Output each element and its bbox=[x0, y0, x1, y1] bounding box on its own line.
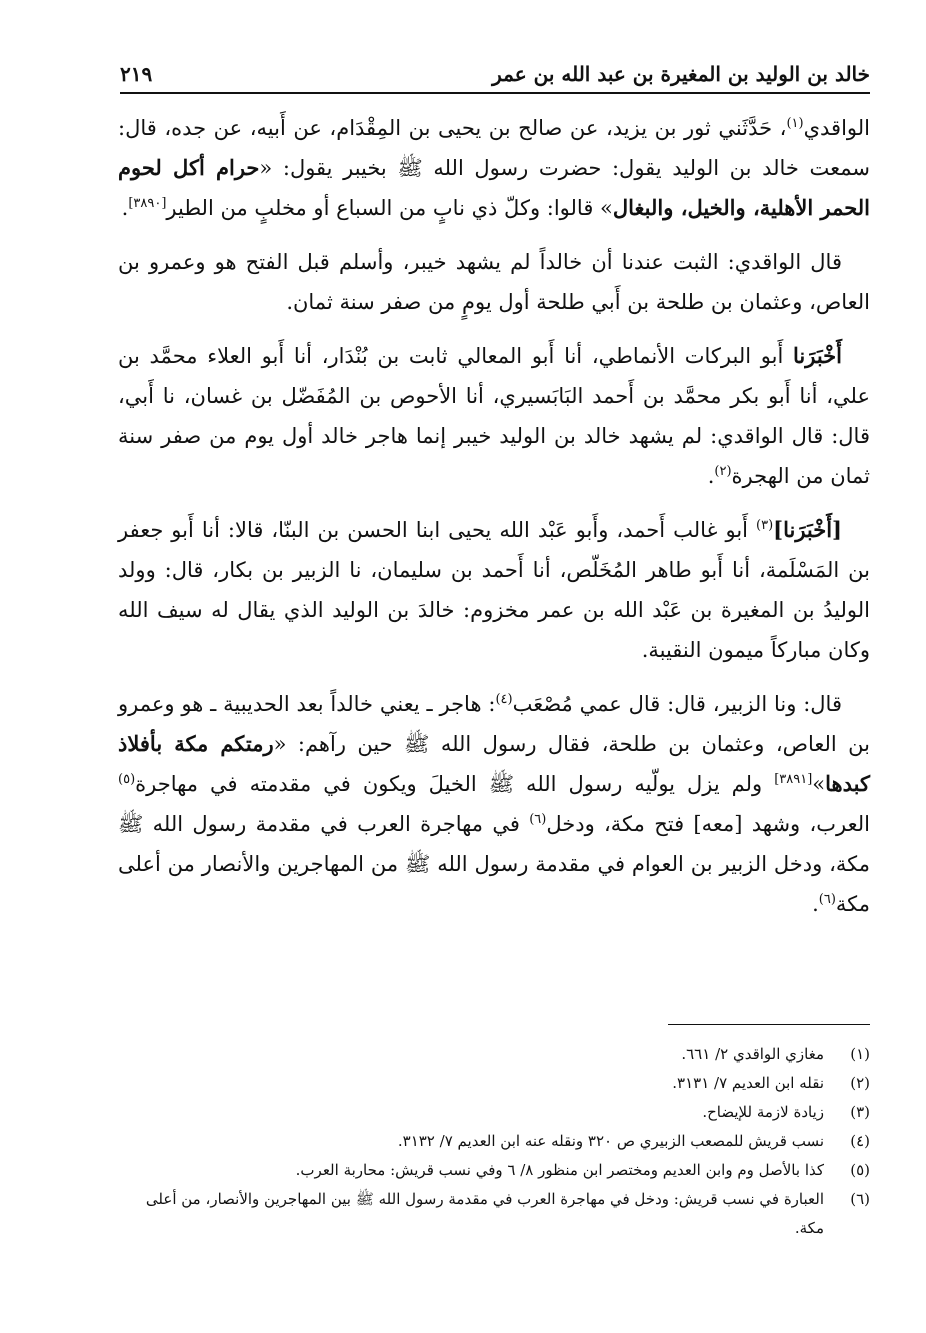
reference-marker: (٢) bbox=[714, 464, 732, 479]
running-header bbox=[120, 52, 870, 94]
footnote-number: (٥) bbox=[850, 1161, 870, 1179]
text-run: » bbox=[812, 772, 826, 796]
text-run: . bbox=[812, 892, 819, 916]
paragraph bbox=[118, 510, 870, 670]
footnote-text: كذا بالأصل وم وابن العديم ومختصر ابن منظور ٨/ ٦ وفي نسب قريش: محاربة العرب. bbox=[295, 1161, 824, 1179]
text-run: . bbox=[121, 196, 129, 220]
paragraph bbox=[118, 336, 870, 496]
footnote-text: زيادة لازمة للإيضاح. bbox=[702, 1103, 824, 1121]
footnote bbox=[118, 1098, 870, 1127]
footnote-text: العبارة في نسب قريش: ودخل في مهاجرة العرب في مقدمة رسول الله ﷺ بين المهاجرين والأنصار، من أعلى مكة. bbox=[145, 1190, 824, 1237]
reference-marker: (٤) bbox=[495, 692, 513, 707]
paragraph bbox=[118, 108, 870, 228]
footnote-text: نسب قريش للمصعب الزبيري ص ٣٢٠ ونقله عنه ابن العديم ٧/ ٣١٣٢. bbox=[397, 1132, 824, 1150]
bold-text: [أَخْبَرَنا] bbox=[773, 517, 842, 542]
reference-marker: [٣٨٩١] bbox=[774, 772, 813, 787]
text-run: أَبو غالب أَحمد، وأَبو عَبْد الله يحيى ابنا الحسن بن البنّا، قالا: أنا أَبو جعفر بن المَسْلَمة، أنا أَبو طاهر المُخَلّص، أنا أَحمد بن سليمان، نا الزبير بن بكار، قال: وولد الوليدُ بن المغيرة بن عَبْد الله بن عمر مخزوم: خالدَ بن الوليد الذي يقال له سيف الله وكان مباركاً ميمون النقيبة. bbox=[118, 518, 870, 662]
reference-marker: [٣٨٩٠] bbox=[128, 196, 167, 211]
footnote bbox=[118, 1069, 870, 1098]
page-number: ٢١٩ bbox=[120, 62, 153, 86]
running-title: خالد بن الوليد بن المغيرة بن عبد الله بن عمر bbox=[492, 62, 870, 86]
reference-marker: (٣) bbox=[756, 518, 774, 533]
bold-text: رمتكم مكة بأفلاذ كبدها bbox=[118, 731, 870, 796]
footnote bbox=[118, 1185, 870, 1243]
footnote-number: (٣) bbox=[850, 1103, 870, 1121]
paragraph bbox=[118, 684, 870, 924]
footnote bbox=[118, 1040, 870, 1069]
text-run: ولم يزل يولّيه رسول الله ﷺ الخيلَ ويكون في مقدمته في مهاجرة bbox=[135, 772, 775, 796]
text-run: : هاجر ـ يعني خالداً بعد الحديبية ـ هو وعمرو بن العاص، وعثمان بن طلحة، فقال رسول الله ﷺ حين رآهم: « bbox=[118, 692, 870, 756]
footnote-number: (٦) bbox=[850, 1190, 870, 1208]
bold-text: حرام أكل لحوم الحمر الأهلية، والخيل، والبغال bbox=[118, 155, 870, 220]
text-run: قال الواقدي: الثبت عندنا أن خالداً لم يشهد خيبر، وأسلم قبل الفتح هو وعمرو بن العاص، وعثمان بن طلحة بن أَبي طلحة أول يومٍ من صفر سنة ثمان. bbox=[118, 250, 870, 314]
reference-marker: (٦) bbox=[529, 812, 547, 827]
main-text bbox=[118, 108, 870, 938]
text-run: قال: ونا الزبير، قال: قال عمي مُصْعَب bbox=[512, 692, 842, 716]
footnote-number: (١) bbox=[850, 1045, 870, 1063]
text-run: » قالوا: وكلّ ذي نابٍ من السباع أو مخلبٍ من الطير bbox=[166, 196, 613, 220]
footnote-number: (٢) bbox=[850, 1074, 870, 1092]
footnote-text: مغازي الواقدي ٢/ ٦٦١. bbox=[681, 1045, 824, 1063]
footnote bbox=[118, 1127, 870, 1156]
text-run: في مهاجرة العرب في مقدمة رسول الله ﷺ مكة، ودخل الزبير بن العوام في مقدمة رسول الله ﷺ من المهاجرين والأنصار من أعلى مكة bbox=[118, 812, 870, 916]
footnotes bbox=[118, 1040, 870, 1243]
reference-marker: (٥) bbox=[118, 772, 136, 787]
footnote bbox=[118, 1156, 870, 1185]
reference-marker: (١) bbox=[786, 116, 804, 131]
paragraph bbox=[118, 242, 870, 322]
reference-marker: (٦) bbox=[818, 892, 836, 907]
footnote-divider bbox=[668, 1024, 870, 1025]
text-run: ، حَدَّثَني ثور بن يزيد، عن صالح بن يحيى بن المِقْدَام، عن أَبيه، عن جده، قال: سمعت خالد بن الوليد يقول: حضرت رسول الله ﷺ بخيبر يقول: « bbox=[118, 116, 870, 180]
footnote-number: (٤) bbox=[850, 1132, 870, 1150]
bold-text: أَخْبَرَنا bbox=[793, 343, 842, 368]
text-run: العرب، وشهد [معه] فتح مكة، ودخل bbox=[546, 812, 870, 836]
footnote-text: نقله ابن العديم ٧/ ٣١٣١. bbox=[672, 1074, 824, 1092]
text-run: أَبو البركات الأنماطي، أنا أَبو المعالي ثابت بن بُنْدَار، أنا أَبو العلاء محمَّد بن علي، أنا أَبو بكر محمَّد بن أَحمد البَابَسيري، أنا الأحوص بن المُفَضّل بن غسان، نا أَبي، قال: قال الواقدي: لم يشهد خالد بن الوليد خيبر إنما هاجر خالد أول يوم من صفر سنة ثمان من الهجرة bbox=[118, 344, 870, 488]
text-run: . bbox=[707, 464, 715, 488]
text-run: الواقدي bbox=[803, 116, 870, 140]
